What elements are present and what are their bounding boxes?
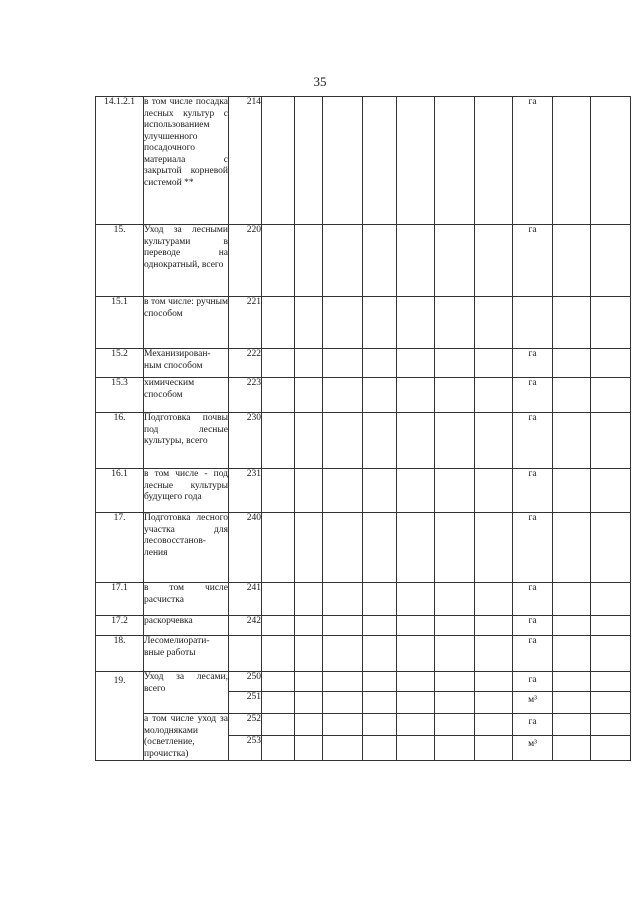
table-row [96, 714, 631, 736]
row-unit: га [513, 513, 553, 583]
data-cell [323, 636, 363, 672]
row-code: 240 [229, 513, 262, 583]
data-cell [435, 636, 475, 672]
data-cell [295, 378, 323, 413]
row-name: Подготовка лесного участка для лесовосстанов-ления [144, 513, 229, 583]
data-cell [295, 469, 323, 513]
row-unit [513, 297, 553, 349]
row-code: 221 [229, 297, 262, 349]
data-cell [397, 736, 435, 761]
row-code: 230 [229, 413, 262, 469]
data-cell [475, 97, 513, 225]
data-cell [295, 636, 323, 672]
data-cell [295, 736, 323, 761]
table-row [96, 636, 631, 672]
data-cell [262, 469, 295, 513]
row-code: 251 [229, 692, 262, 714]
table-row [96, 297, 631, 349]
row-name: Механизирован-ным способом [144, 349, 229, 378]
data-cell [323, 714, 363, 736]
data-cell [262, 736, 295, 761]
data-cell [295, 297, 323, 349]
data-cell [323, 297, 363, 349]
row-name: в том числе - под лесные культуры будущего года [144, 469, 229, 513]
data-cell [435, 97, 475, 225]
data-cell [435, 225, 475, 297]
data-cell [363, 616, 397, 636]
row-unit: га [513, 583, 553, 616]
data-cell [591, 297, 631, 349]
row-code: 252 [229, 714, 262, 736]
table-row [96, 413, 631, 469]
data-cell [475, 469, 513, 513]
data-cell [262, 349, 295, 378]
data-cell [475, 583, 513, 616]
data-cell [363, 413, 397, 469]
data-cell [323, 736, 363, 761]
row-code: 223 [229, 378, 262, 413]
data-cell [262, 297, 295, 349]
data-cell [435, 469, 475, 513]
data-cell [591, 672, 631, 692]
data-cell [591, 616, 631, 636]
data-cell [591, 692, 631, 714]
row-code: 222 [229, 349, 262, 378]
data-cell [553, 714, 591, 736]
data-cell [591, 378, 631, 413]
data-cell [435, 692, 475, 714]
row-number: 15.2 [96, 349, 144, 378]
data-cell [397, 672, 435, 692]
row-number: 16. [96, 413, 144, 469]
row-unit: га [513, 636, 553, 672]
data-cell [435, 413, 475, 469]
data-cell [262, 378, 295, 413]
data-cell [475, 692, 513, 714]
row-name: Подготовка почвы под лесные культуры, всего [144, 413, 229, 469]
data-cell [363, 692, 397, 714]
table-row [96, 225, 631, 297]
row-name: в том числе расчистка [144, 583, 229, 616]
data-cell [475, 413, 513, 469]
report-table [95, 96, 631, 761]
data-cell [363, 297, 397, 349]
data-cell [363, 714, 397, 736]
data-cell [591, 413, 631, 469]
data-cell [475, 616, 513, 636]
row-code: 220 [229, 225, 262, 297]
data-cell [435, 672, 475, 692]
data-cell [363, 513, 397, 583]
row-name: химическим способом [144, 378, 229, 413]
data-cell [475, 378, 513, 413]
data-cell [553, 616, 591, 636]
data-cell [397, 225, 435, 297]
data-cell [262, 97, 295, 225]
data-cell [591, 736, 631, 761]
row-number: 17.2 [96, 616, 144, 636]
data-cell [295, 672, 323, 692]
row-number: 19. [96, 672, 144, 761]
data-cell [591, 225, 631, 297]
data-cell [553, 378, 591, 413]
data-cell [553, 692, 591, 714]
row-number: 18. [96, 636, 144, 672]
data-cell [553, 97, 591, 225]
data-cell [363, 672, 397, 692]
data-cell [475, 513, 513, 583]
data-cell [323, 97, 363, 225]
table-row [96, 469, 631, 513]
data-cell [397, 583, 435, 616]
row-name: в том числе: ручным способом [144, 297, 229, 349]
row-number: 15. [96, 225, 144, 297]
data-cell [363, 636, 397, 672]
row-code: 250 [229, 672, 262, 692]
row-unit: м³ [513, 692, 553, 714]
data-cell [435, 513, 475, 583]
data-cell [591, 714, 631, 736]
data-cell [591, 97, 631, 225]
data-cell [553, 736, 591, 761]
row-unit: га [513, 469, 553, 513]
data-cell [397, 692, 435, 714]
data-cell [397, 469, 435, 513]
data-cell [363, 349, 397, 378]
data-cell [363, 97, 397, 225]
data-cell [553, 297, 591, 349]
data-cell [553, 513, 591, 583]
data-cell [262, 714, 295, 736]
data-cell [397, 297, 435, 349]
table-row [96, 583, 631, 616]
data-cell [262, 225, 295, 297]
data-cell [262, 413, 295, 469]
data-cell [323, 378, 363, 413]
table-row [96, 672, 631, 692]
data-cell [262, 513, 295, 583]
row-code: 253 [229, 736, 262, 761]
data-cell [435, 736, 475, 761]
data-cell [475, 672, 513, 692]
data-cell [475, 736, 513, 761]
data-cell [591, 583, 631, 616]
row-number: 16.1 [96, 469, 144, 513]
data-cell [323, 513, 363, 583]
data-cell [591, 469, 631, 513]
data-cell [475, 297, 513, 349]
data-cell [295, 583, 323, 616]
row-name: Лесомелиорати-вные работы [144, 636, 229, 672]
row-number: 15.1 [96, 297, 144, 349]
data-cell [435, 297, 475, 349]
row-unit: га [513, 672, 553, 692]
data-cell [363, 225, 397, 297]
row-name: в том числе посадка лесных культур с использованием улучшенного посадочного материала с закрытой корневой системой ** [144, 97, 229, 225]
data-cell [323, 672, 363, 692]
row-code: 214 [229, 97, 262, 225]
row-unit: м³ [513, 736, 553, 761]
data-cell [323, 469, 363, 513]
data-cell [553, 583, 591, 616]
data-cell [295, 97, 323, 225]
data-cell [295, 714, 323, 736]
table-row [96, 378, 631, 413]
data-cell [397, 349, 435, 378]
data-cell [262, 616, 295, 636]
data-cell [553, 636, 591, 672]
data-cell [295, 692, 323, 714]
data-cell [363, 736, 397, 761]
row-code [229, 636, 262, 672]
data-cell [435, 616, 475, 636]
row-unit: га [513, 225, 553, 297]
data-cell [553, 469, 591, 513]
data-cell [323, 349, 363, 378]
data-cell [295, 225, 323, 297]
data-cell [323, 583, 363, 616]
data-cell [295, 616, 323, 636]
table-row [96, 349, 631, 378]
data-cell [475, 714, 513, 736]
data-cell [397, 616, 435, 636]
data-cell [262, 692, 295, 714]
data-cell [553, 413, 591, 469]
row-name: Уход за лесами, всего [144, 672, 229, 714]
row-unit: га [513, 349, 553, 378]
row-number: 15.3 [96, 378, 144, 413]
row-code: 231 [229, 469, 262, 513]
data-cell [323, 413, 363, 469]
data-cell [363, 469, 397, 513]
data-cell [295, 413, 323, 469]
table-row [96, 513, 631, 583]
row-name: раскорчевка [144, 616, 229, 636]
data-cell [591, 349, 631, 378]
data-cell [591, 636, 631, 672]
data-cell [262, 636, 295, 672]
data-cell [295, 513, 323, 583]
data-cell [262, 583, 295, 616]
data-cell [475, 636, 513, 672]
data-cell [435, 349, 475, 378]
row-code: 242 [229, 616, 262, 636]
row-number: 17.1 [96, 583, 144, 616]
data-cell [435, 714, 475, 736]
data-cell [262, 672, 295, 692]
data-cell [397, 413, 435, 469]
data-cell [323, 692, 363, 714]
data-cell [435, 583, 475, 616]
row-number: 14.1.2.1 [96, 97, 144, 225]
data-cell [553, 672, 591, 692]
row-unit: га [513, 413, 553, 469]
row-unit: га [513, 616, 553, 636]
data-cell [397, 714, 435, 736]
data-cell [475, 349, 513, 378]
data-cell [553, 225, 591, 297]
data-cell [323, 225, 363, 297]
data-cell [295, 349, 323, 378]
data-cell [435, 378, 475, 413]
row-unit: га [513, 714, 553, 736]
data-cell [323, 616, 363, 636]
row-number: 17. [96, 513, 144, 583]
row-unit: га [513, 378, 553, 413]
data-cell [475, 225, 513, 297]
table-row [96, 97, 631, 225]
data-cell [397, 513, 435, 583]
row-unit: га [513, 97, 553, 225]
data-cell [363, 583, 397, 616]
table-row [96, 616, 631, 636]
data-cell [397, 97, 435, 225]
row-name: а том числе уход за молодняками (осветление, прочистка) [144, 714, 228, 759]
page-number: 35 [313, 74, 327, 89]
row-name: Уход за лесными культурами в переводе на однократный, всего [144, 225, 229, 297]
data-cell [397, 636, 435, 672]
data-cell [397, 378, 435, 413]
row-code: 241 [229, 583, 262, 616]
data-cell [363, 378, 397, 413]
data-cell [591, 513, 631, 583]
data-cell [553, 349, 591, 378]
